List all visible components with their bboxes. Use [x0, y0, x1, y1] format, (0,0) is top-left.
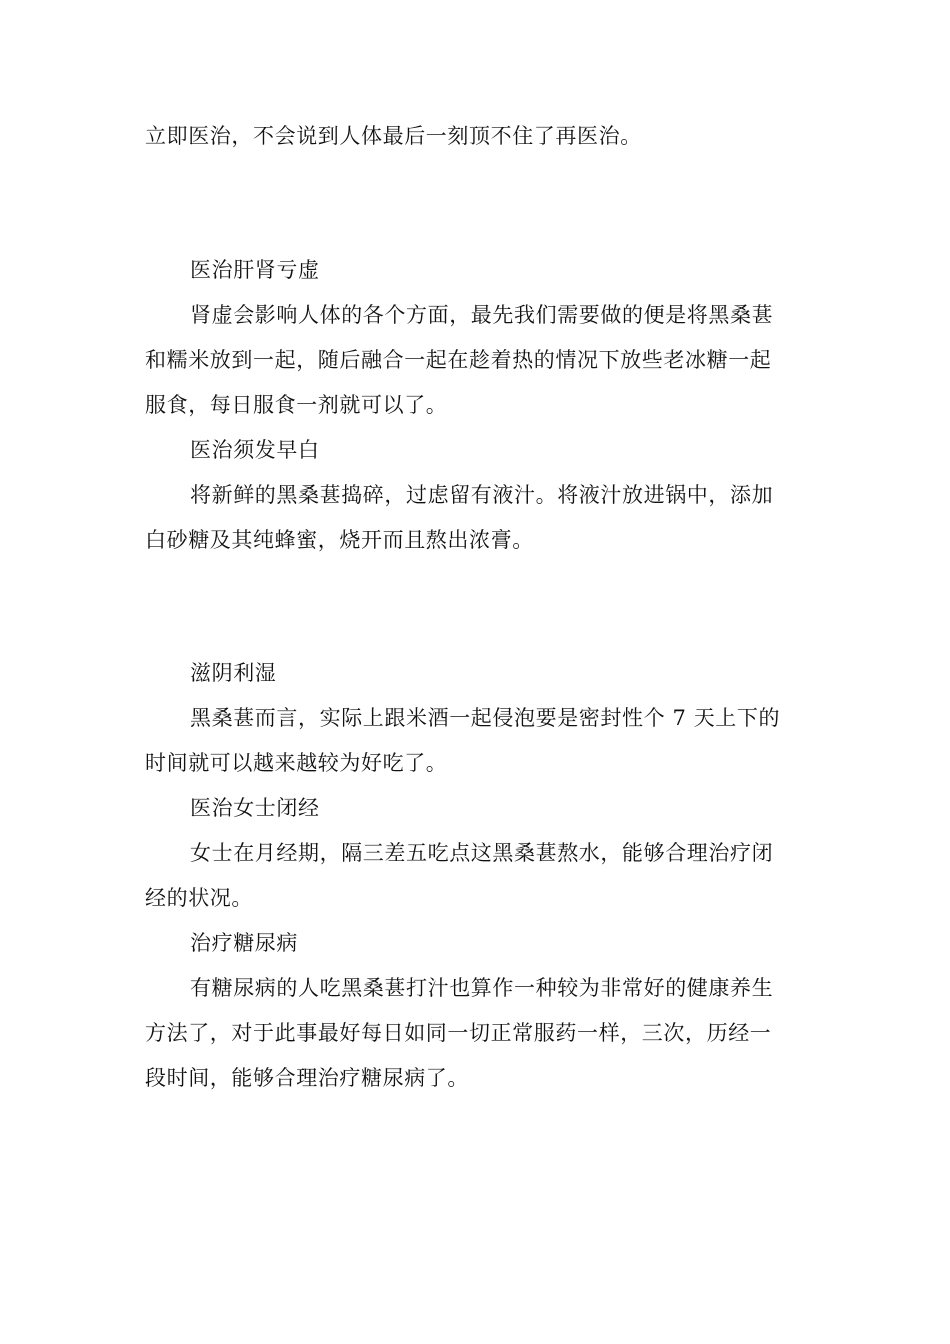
- section-heading: 治疗糖尿病: [190, 931, 298, 955]
- paragraph-line: 肾虚会影响人体的各个方面，最先我们需要做的便是将黑桑葚: [190, 303, 774, 327]
- paragraph-line: 服食，每日服食一剂就可以了。: [145, 393, 448, 417]
- paragraph-line: 方法了，对于此事最好每日如同一切正常服药一样，三次，历经一: [145, 1021, 772, 1045]
- paragraph-line: 段时间，能够合理治疗糖尿病了。: [145, 1066, 469, 1090]
- section-heading: 医治女士闭经: [190, 796, 320, 820]
- section-heading: 医治须发早白: [190, 438, 320, 462]
- paragraph-line: 和糯米放到一起，随后融合一起在趁着热的情况下放些老冰糖一起: [145, 348, 772, 372]
- paragraph-line: 黑桑葚而言，实际上跟米酒一起侵泡要是密封性个 7 天上下的: [190, 706, 781, 730]
- paragraph-line: 有糖尿病的人吃黑桑葚打汁也算作一种较为非常好的健康养生: [190, 976, 774, 1000]
- paragraph-line: 将新鲜的黑桑葚捣碎，过虑留有液汁。将液汁放进锅中，添加: [190, 483, 774, 507]
- paragraph-line: 时间就可以越来越较为好吃了。: [145, 751, 448, 775]
- section-heading: 滋阴利湿: [190, 661, 277, 685]
- paragraph-line: 经的状况。: [145, 886, 253, 910]
- paragraph-line: 白砂糖及其纯蜂蜜，烧开而且熬出浓膏。: [145, 528, 534, 552]
- paragraph-line: 女士在月经期，隔三差五吃点这黑桑葚熬水，能够合理治疗闭: [190, 841, 774, 865]
- section-heading: 医治肝肾亏虚: [190, 258, 320, 282]
- paragraph-line: 立即医治，不会说到人体最后一刻顶不住了再医治。: [145, 124, 642, 148]
